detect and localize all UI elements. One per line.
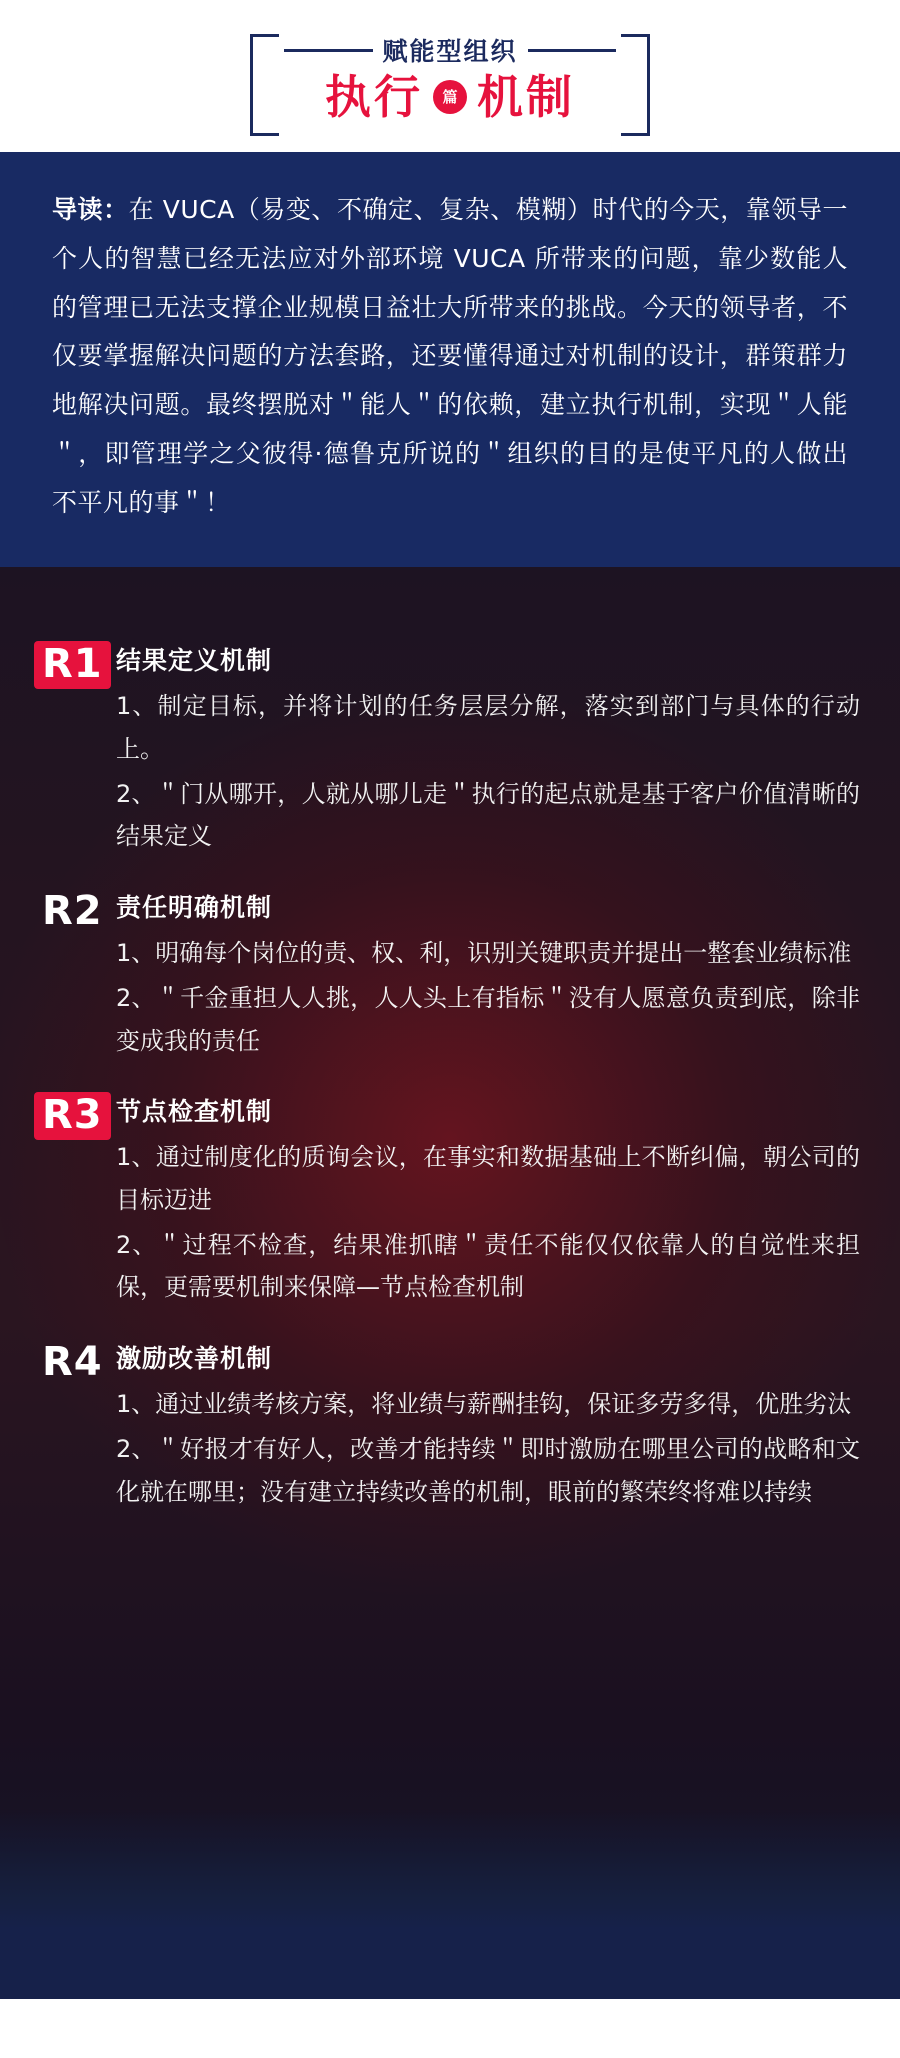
title-word-right: 机制 bbox=[477, 70, 575, 124]
mechanism-body-r1 bbox=[116, 639, 860, 860]
mechanism-title-r1: 结果定义机制 bbox=[116, 646, 273, 676]
intro-block bbox=[0, 152, 900, 567]
intro-text: 在 VUCA（易变、不确定、复杂、模糊）时代的今天，靠领导一个人的智慧已经无法应对外部环境 VUCA 所带来的问题，靠少数能人的管理已无法支撑企业规模日益壮大所带来的挑战。今天的领导者，不仅要掌握解决问题的方法套路，还要懂得通过对机制的设计，群策群力地解决问题。最终摆脱对＂能人＂的依赖，建立执行机制，实现＂人能＂，即管理学之父彼得·德鲁克所说的＂组织的目的是使平凡的人做出不平凡的事＂！ bbox=[52, 195, 848, 517]
intro-label: 导读 bbox=[52, 195, 104, 224]
subtitle-row bbox=[284, 32, 616, 68]
mechanism-body-r2 bbox=[116, 886, 860, 1064]
seal-icon: 篇 bbox=[433, 80, 467, 114]
poster-title bbox=[250, 70, 650, 124]
badge-label-r3: R3 bbox=[34, 1092, 111, 1140]
title-word-left: 执行 bbox=[325, 70, 423, 124]
rule-left bbox=[284, 49, 373, 52]
badge-r3 bbox=[34, 1090, 106, 1140]
bracket-left-decoration bbox=[250, 34, 279, 136]
mechanism-line: 2、＂门从哪开，人就从哪儿走＂执行的起点就是基于客户价值清晰的结果定义 bbox=[116, 779, 860, 851]
badge-label-r4: R4 bbox=[42, 1339, 103, 1386]
badge-r4 bbox=[34, 1337, 106, 1387]
mechanism-item-r3 bbox=[0, 1090, 900, 1311]
bracket-right-decoration bbox=[621, 34, 650, 136]
badge-label-r1: R1 bbox=[34, 641, 111, 689]
mechanism-item-r2 bbox=[0, 886, 900, 1064]
mechanism-line: 1、通过制度化的质询会议，在事实和数据基础上不断纠偏，朝公司的目标迈进 bbox=[116, 1143, 860, 1214]
mechanism-title-r2: 责任明确机制 bbox=[116, 893, 273, 923]
poster-footer bbox=[0, 1929, 900, 1999]
badge-label-r2: R2 bbox=[42, 888, 103, 935]
title-block bbox=[250, 24, 650, 134]
poster-header bbox=[0, 0, 900, 152]
badge-r2 bbox=[34, 886, 106, 936]
poster-subtitle: 赋能型组织 bbox=[382, 37, 518, 66]
mechanism-title-r4: 激励改善机制 bbox=[116, 1344, 273, 1374]
mechanism-title-r3: 节点检查机制 bbox=[116, 1097, 273, 1127]
mechanism-line: 2、＂千金重担人人挑，人人头上有指标＂没有人愿意负责到底，除非变成我的责任 bbox=[116, 983, 860, 1055]
mechanism-body-r4 bbox=[116, 1337, 860, 1515]
mechanism-item-r4 bbox=[0, 1337, 900, 1515]
mechanism-list bbox=[0, 567, 900, 1929]
mechanism-item-r1 bbox=[0, 639, 900, 860]
mechanism-line: 2、＂好报才有好人，改善才能持续＂即时激励在哪里公司的战略和文化就在哪里；没有建立持续改善的机制，眼前的繁荣终将难以持续 bbox=[116, 1434, 860, 1506]
mechanism-line: 1、制定目标，并将计划的任务层层分解，落实到部门与具体的行动上。 bbox=[116, 692, 860, 763]
mechanism-body-r3 bbox=[116, 1090, 860, 1311]
mechanism-line: 1、通过业绩考核方案，将业绩与薪酬挂钩，保证多劳多得，优胜劣汰 bbox=[116, 1390, 852, 1419]
intro-colon: ： bbox=[103, 195, 129, 224]
mechanism-line: 2、＂过程不检查，结果准抓瞎＂责任不能仅仅依靠人的自觉性来担保，更需要机制来保障—节点检查机制 bbox=[116, 1230, 860, 1302]
mechanism-line: 1、明确每个岗位的责、权、利，识别关键职责并提出一整套业绩标准 bbox=[116, 939, 852, 968]
rule-right bbox=[528, 49, 617, 52]
badge-r1 bbox=[34, 639, 106, 689]
